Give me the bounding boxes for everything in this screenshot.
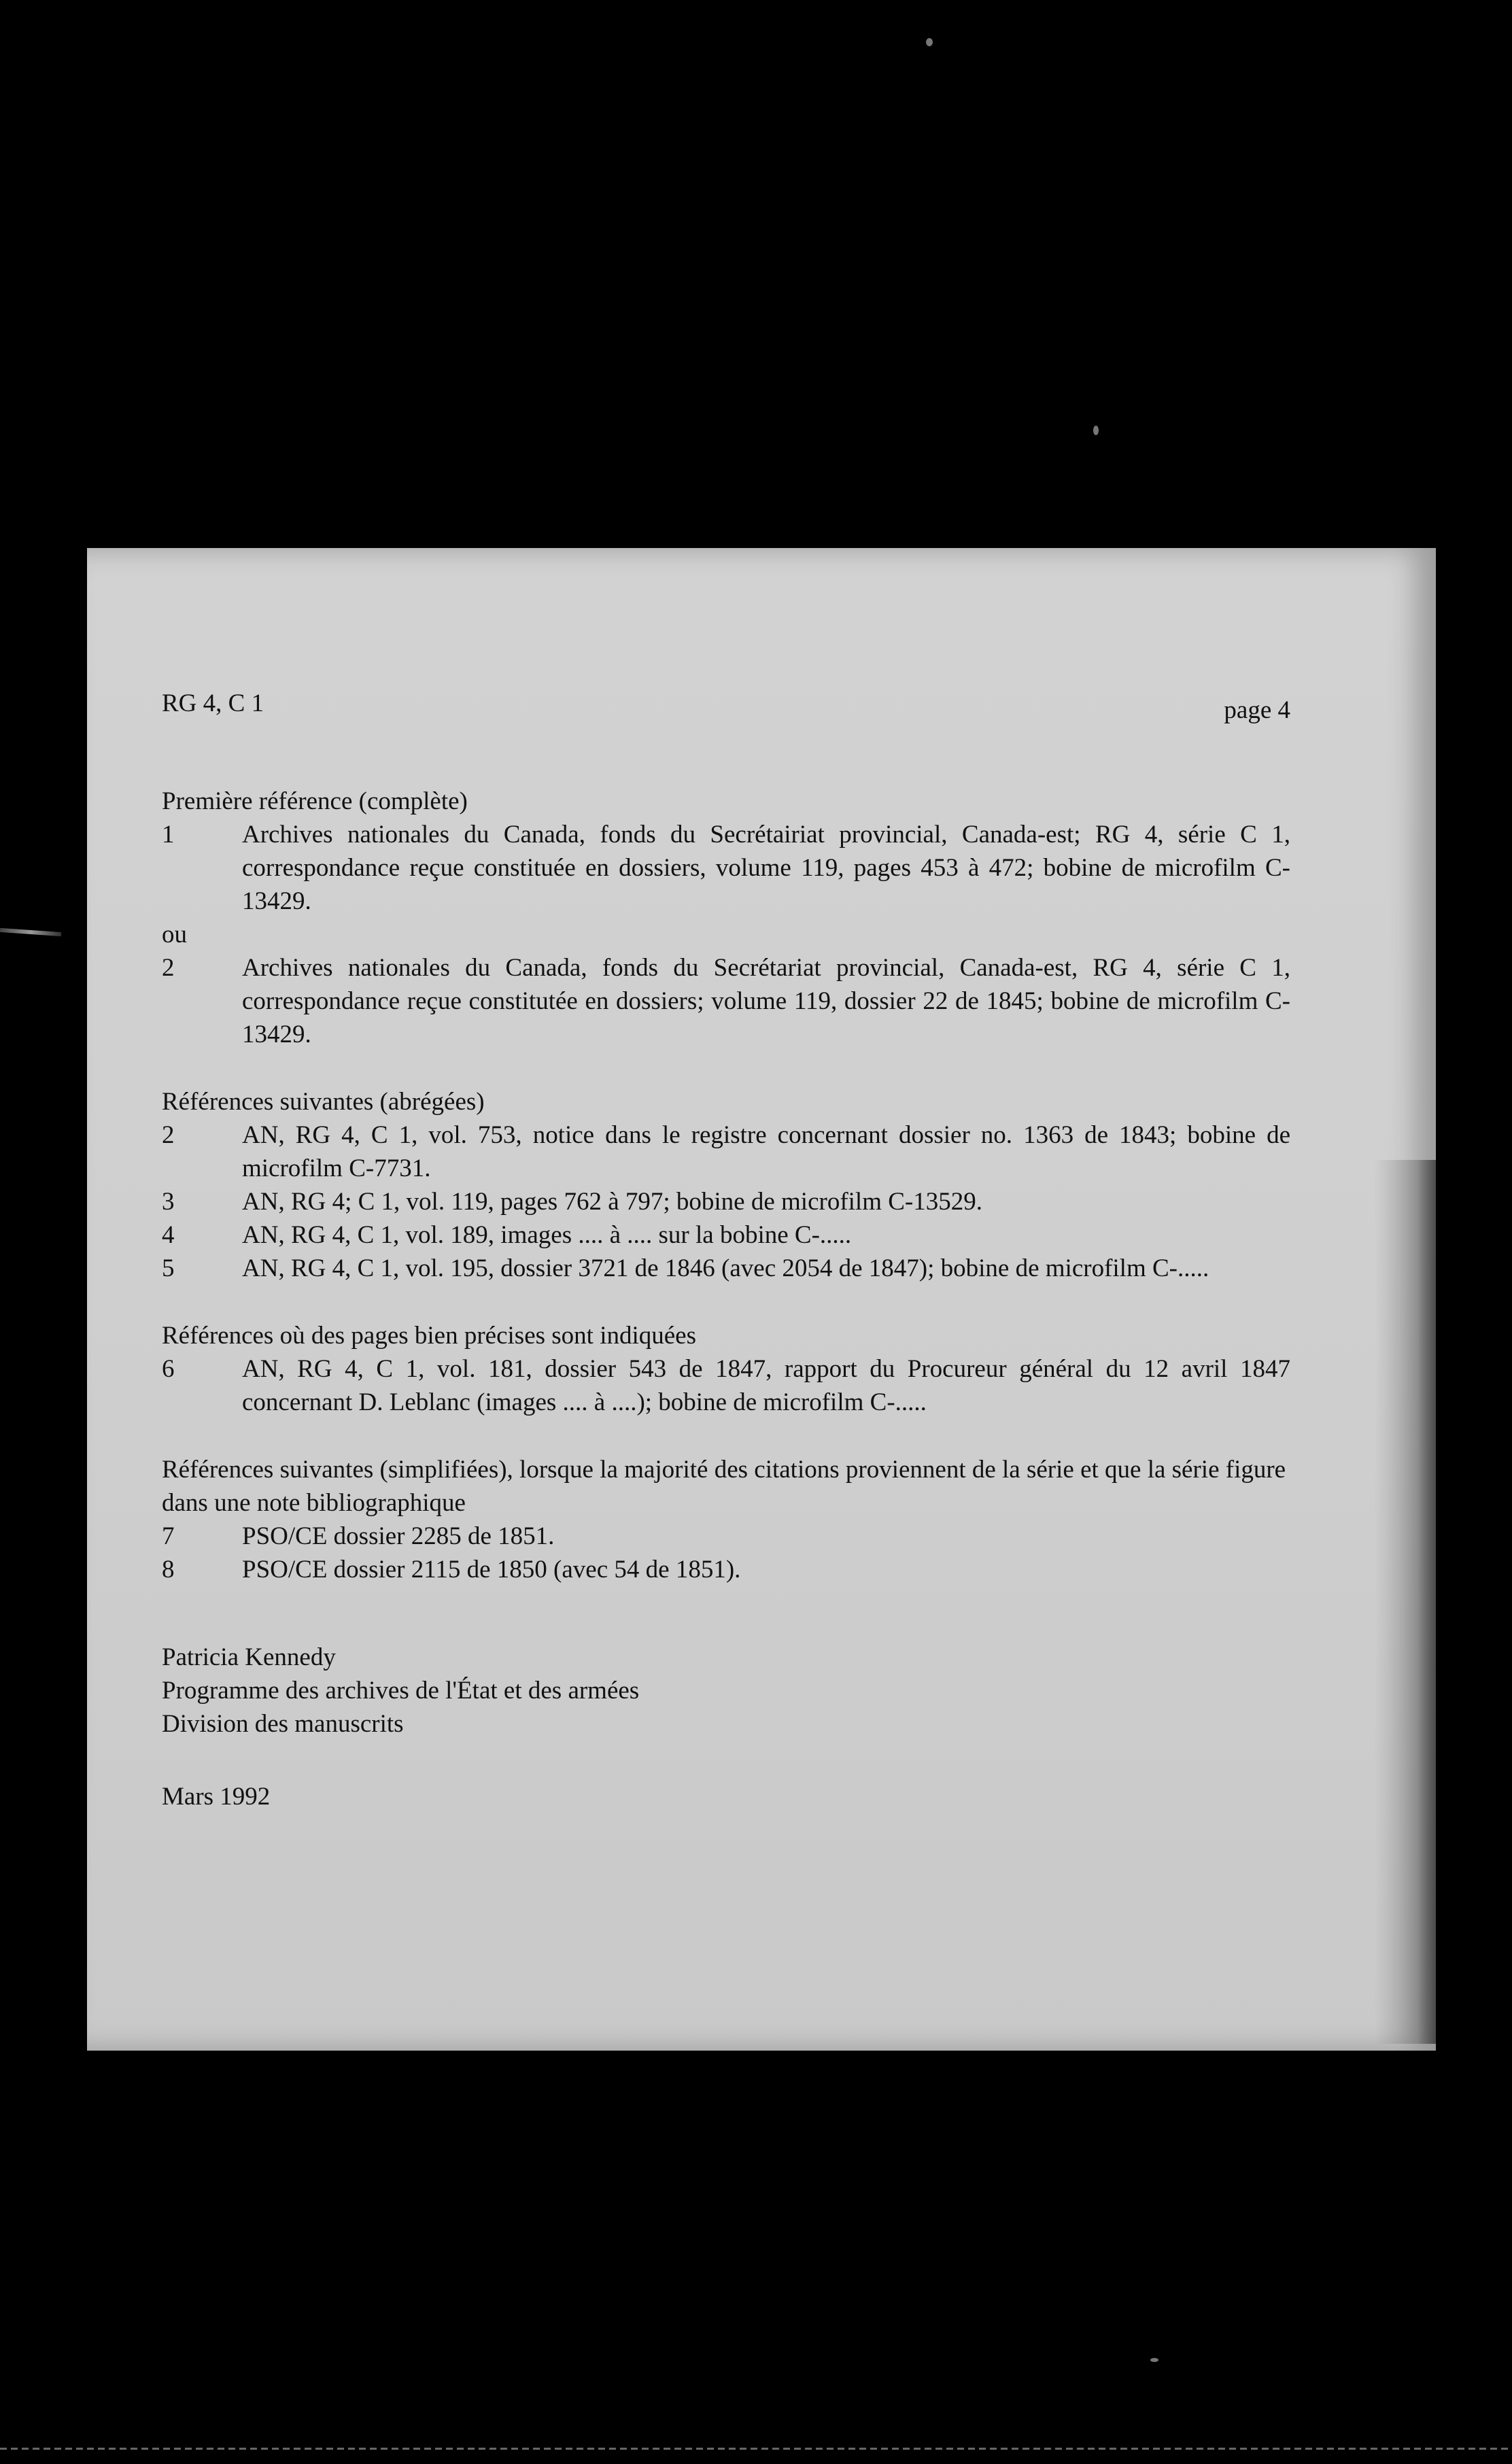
item-number: 8: [162, 1556, 175, 1584]
section-title: Première référence (complète): [162, 787, 468, 815]
list-item: [162, 1553, 1290, 1586]
document-date: Mars 1992: [162, 1783, 271, 1811]
item-number: 2: [162, 1121, 175, 1149]
item-text: PSO/CE dossier 2115 de 1850 (avec 54 de 1851).: [242, 1556, 741, 1584]
list-item: [162, 1252, 1290, 1285]
section-title: Références suivantes (abrégées): [162, 1088, 485, 1116]
page-shadow-edge: [1375, 1160, 1436, 2044]
item-text: AN, RG 4, C 1, vol. 181, dossier 543 de 1847, rapport du Procureur général du 12 avril 1847 concernant D. Leblanc (images .... à ....); bobine de microfilm C-.....: [242, 1355, 1290, 1416]
item-number: 3: [162, 1188, 175, 1216]
section-title: Références où des pages bien précises sont indiquées: [162, 1322, 696, 1350]
item-number: 5: [162, 1254, 175, 1282]
scan-speck: [1150, 2358, 1158, 2362]
item-number: 4: [162, 1221, 175, 1249]
page-header: [162, 687, 1290, 728]
list-item: [162, 1185, 1290, 1218]
author-name: Patricia Kennedy: [162, 1643, 336, 1671]
list-item: [162, 818, 1290, 918]
document-text: [162, 687, 1290, 1813]
list-item: [162, 1218, 1290, 1252]
scan-artifact: [0, 928, 61, 936]
list-item: [162, 1118, 1290, 1185]
record-group-label: RG 4, C 1: [162, 689, 264, 717]
item-text: Archives nationales du Canada, fonds du Secrétairiat provincial, Canada-est; RG 4, série C 1, correspondance reçue constituée en dossiers, volume 119, pages 453 à 472; bobine de microfilm C-13429.: [242, 821, 1290, 915]
item-number: 1: [162, 821, 175, 849]
section-title: Références suivantes (simplifiées), lorsque la majorité des citations proviennent de la série et que la série figure dans une note bibliographique: [162, 1456, 1286, 1517]
item-text: AN, RG 4; C 1, vol. 119, pages 762 à 797; bobine de microfilm C-13529.: [242, 1188, 982, 1216]
program-name: Programme des archives de l'État et des armées: [162, 1677, 640, 1705]
item-number: 7: [162, 1522, 175, 1550]
scan-speck: [926, 38, 933, 46]
list-item: [162, 1520, 1290, 1553]
or-label: ou: [162, 921, 187, 948]
scan-border-line: [0, 2448, 1512, 2450]
item-text: PSO/CE dossier 2285 de 1851.: [242, 1522, 555, 1550]
item-number: 6: [162, 1355, 175, 1383]
list-item: [162, 951, 1290, 1051]
item-number: 2: [162, 954, 175, 982]
signature-block: [162, 1641, 1290, 1741]
page-number: page 4: [1224, 696, 1290, 724]
item-text: AN, RG 4, C 1, vol. 189, images .... à .... sur la bobine C-.....: [242, 1221, 852, 1249]
item-text: AN, RG 4, C 1, vol. 195, dossier 3721 de 1846 (avec 2054 de 1847); bobine de microfilm C-.....: [242, 1254, 1209, 1282]
item-text: Archives nationales du Canada, fonds du Secrétariat provincial, Canada-est, RG 4, série C 1, correspondance reçue constitutée en dossiers; volume 119, dossier 22 de 1845; bobine de microfilm C-13429.: [242, 954, 1290, 1048]
list-item: [162, 1352, 1290, 1419]
scan-speck: [1093, 426, 1099, 435]
item-text: AN, RG 4, C 1, vol. 753, notice dans le registre concernant dossier no. 1363 de 1843; bobine de microfilm C-7731.: [242, 1121, 1290, 1182]
division-name: Division des manuscrits: [162, 1710, 404, 1738]
